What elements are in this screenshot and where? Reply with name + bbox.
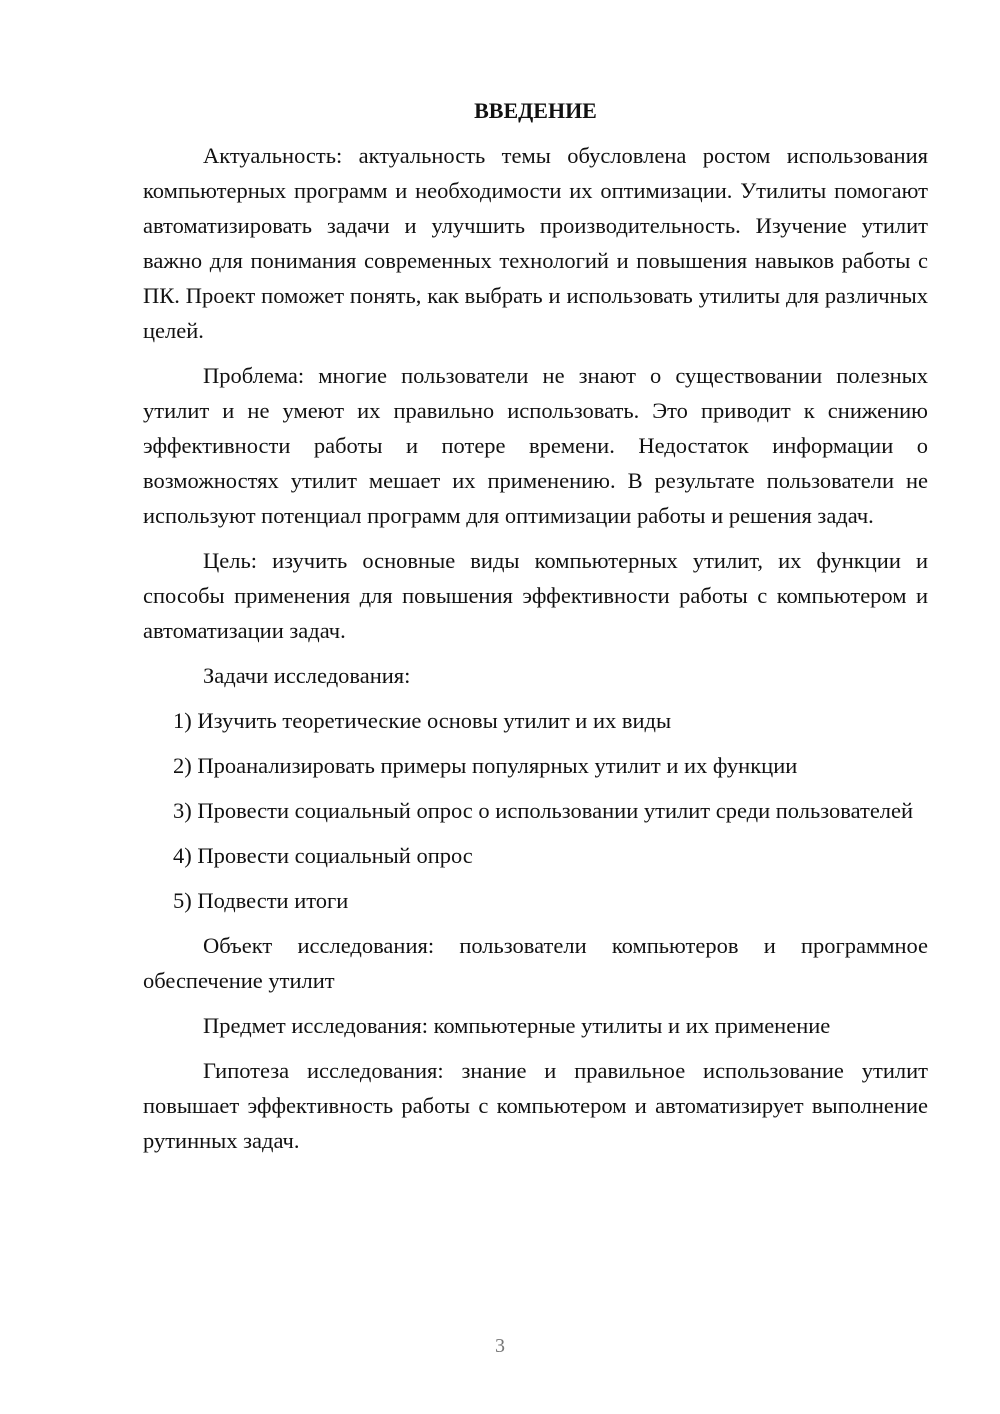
page-number: 3 [495,1335,505,1357]
task-item-2: 2) Проанализировать примеры популярных утилит и их функции [173,753,798,778]
task-item-3: 3) Провести социальный опрос о использовании утилит среди пользователей [173,798,914,823]
page-content [143,93,928,1168]
paragraph-tasks-heading: Задачи исследования: [203,663,411,688]
task-item-1: 1) Изучить теоретические основы утилит и их виды [173,708,672,733]
paragraph-goal: Цель: изучить основные виды компьютерных утилит, их функции и способы применения для повышения эффективности работы с компьютером и автоматизации задач. [143,548,928,643]
section-title: ВВЕДЕНИЕ [474,98,597,123]
task-item-4: 4) Провести социальный опрос [173,843,473,868]
task-item-5: 5) Подвести итоги [173,888,349,913]
paragraph-relevance: Актуальность: актуальность темы обусловлена ростом использования компьютерных программ и необходимости их оптимизации. Утилиты помогают автоматизировать задачи и улучшить производительность. Изучение утилит важно для понимания современных технологий и повышения навыков работы с ПК. Проект поможет понять, как выбрать и использовать утилиты для различных целей. [143,143,928,343]
paragraph-problem: Проблема: многие пользователи не знают о существовании полезных утилит и не умеют их правильно использовать. Это приводит к снижению эффективности работы и потере времени. Недостаток информации о возможностях утилит мешает их применению. В результате пользователи не используют потенциал программ для оптимизации работы и решения задач. [143,363,928,528]
paragraph-hypothesis: Гипотеза исследования: знание и правильное использование утилит повышает эффективность работы с компьютером и автоматизирует выполнение рутинных задач. [143,1058,928,1153]
paragraph-object: Объект исследования: пользователи компьютеров и программное обеспечение утилит [143,933,928,993]
paragraph-subject: Предмет исследования: компьютерные утилиты и их применение [203,1013,831,1038]
